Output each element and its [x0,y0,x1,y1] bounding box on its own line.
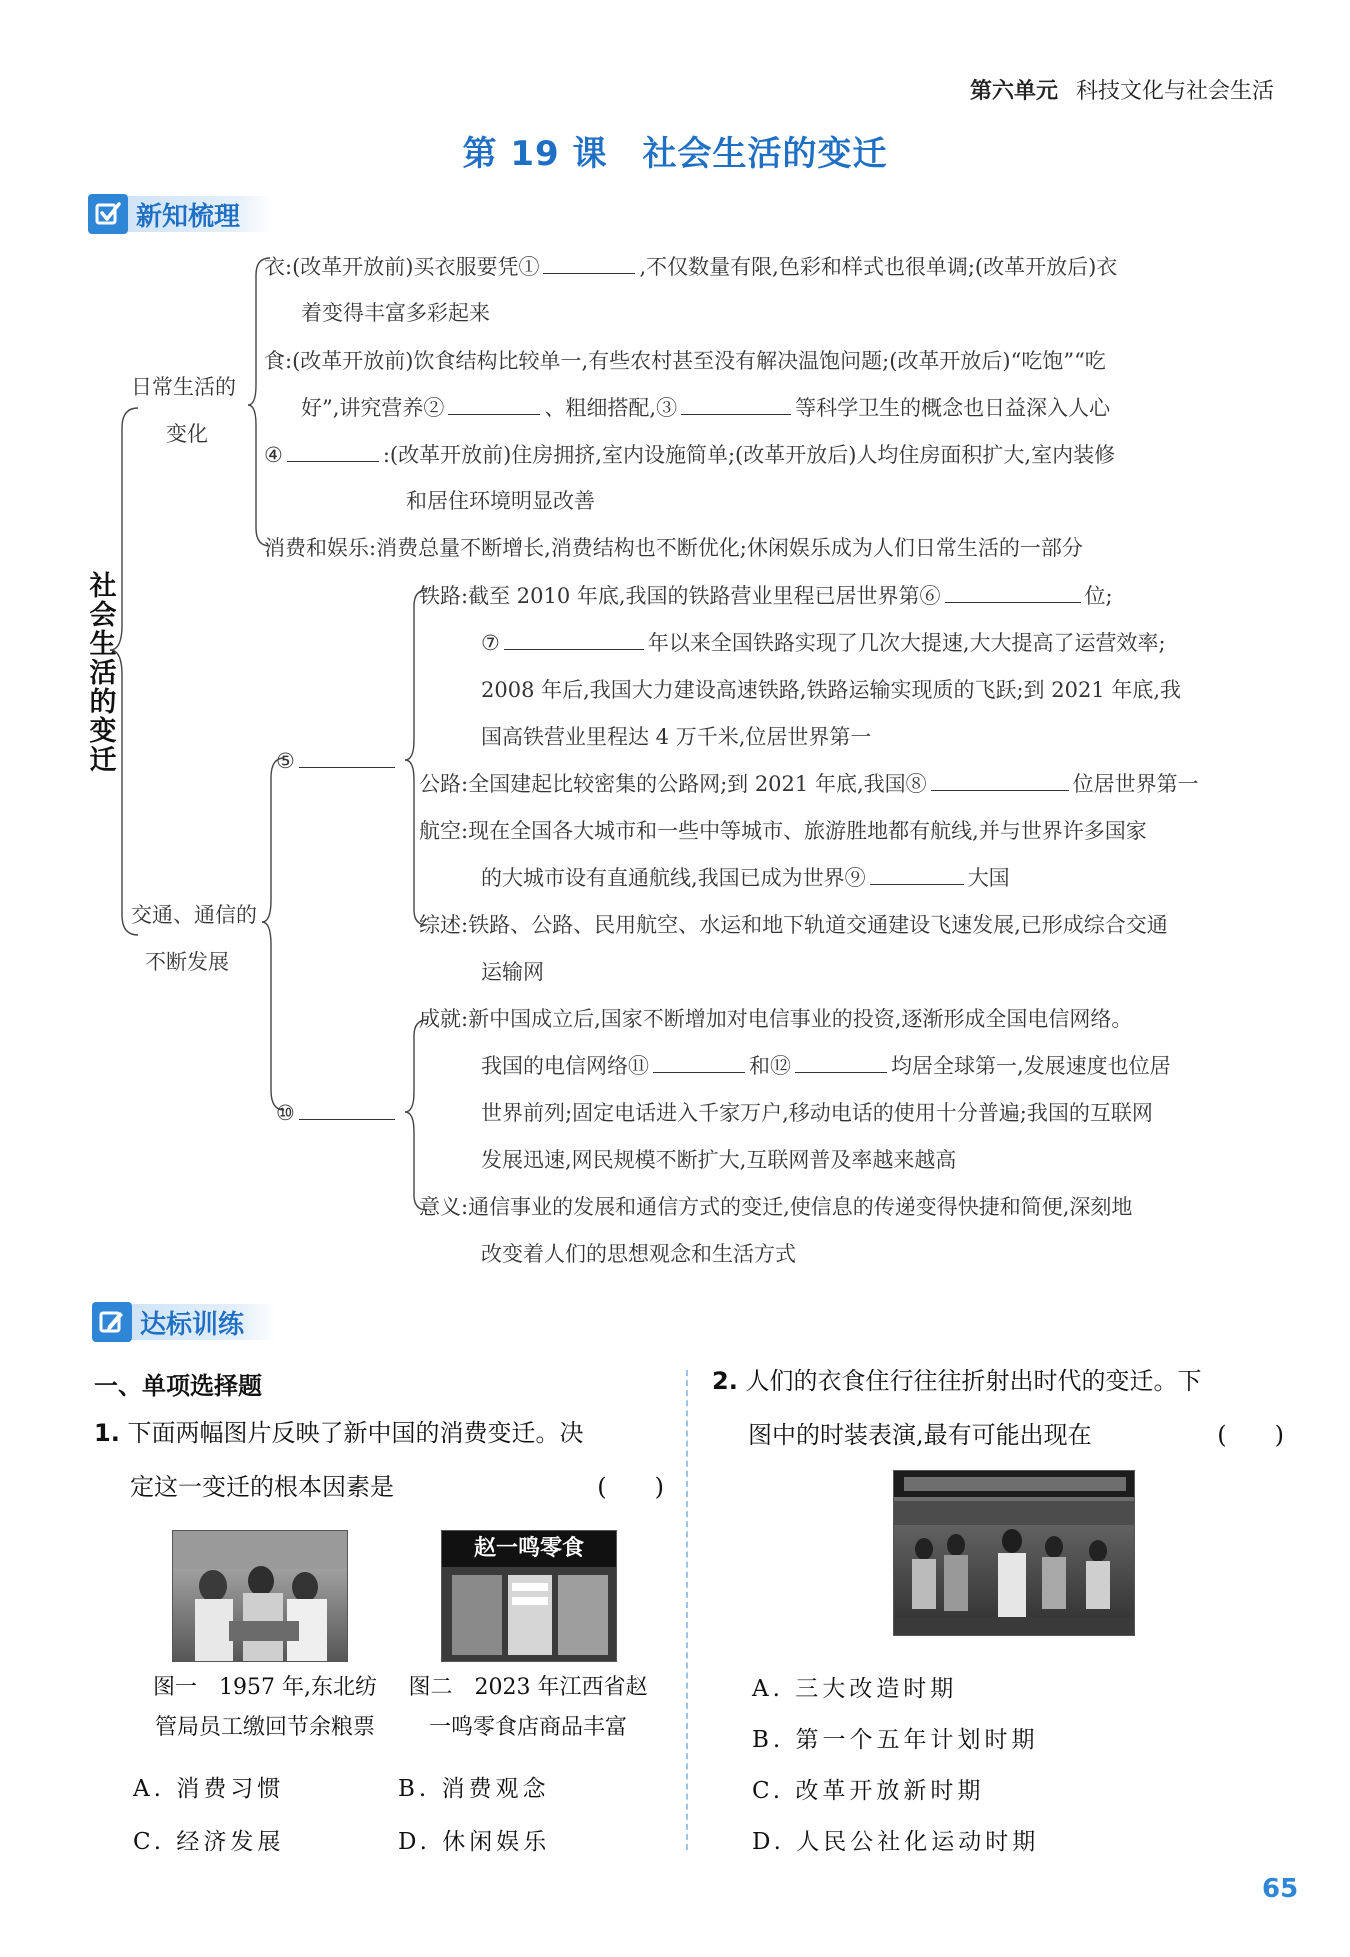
q2-text-2: 图中的时装表演,最有可能出现在 [748,1421,1092,1449]
air-text-a: 的大城市设有直通航线,我国已成为世界⑨ [481,866,866,890]
q1-figure-1-caption [130,1668,400,1748]
unit-title: 科技文化与社会生活 [1075,79,1274,104]
meaning-line-1: 意义:通信事业的发展和通信方式的变迁,使信息的传递变得快捷和简便,深刻地 [419,1195,1133,1219]
transport-bracket [405,590,427,925]
q1-text-1: 下面两幅图片反映了新中国的消费变迁。决 [127,1419,584,1447]
q2-fashion-show-photo [893,1470,1135,1636]
store-sign: 赵一鸣零食 [442,1531,616,1567]
q1-line-2 [94,1460,664,1514]
branch1-label-2: 变化 [166,422,208,446]
branch2-bracket [262,758,284,1110]
q1-option-b[interactable]: B. 消费观念 [398,1776,550,1802]
root-title-text [88,572,118,775]
blank-11 [653,1053,745,1073]
root-title-char: 迁 [89,745,117,776]
clothing-text-b: ,不仅数量有限,色彩和样式也很单调;(改革开放后)衣 [639,255,1118,279]
rail-line-1 [419,583,1113,610]
part-title: 一、单项选择题 [94,1372,262,1400]
housing-line-1 [264,442,1115,469]
q2-option-d[interactable]: D. 人民公社化运动时期 [752,1829,1040,1855]
blank-12 [795,1053,887,1073]
section-title: 新知梳理 [128,196,272,232]
q2-line-2 [712,1408,1284,1462]
q2-answer-paren: ( ) [1217,1421,1284,1449]
unit-number: 第六单元 [969,79,1058,104]
q1-line-1 [94,1406,664,1460]
ach-text-a: 我国的电信网络⑪ [481,1054,649,1078]
branch2-label: 交通、通信的 [131,903,257,927]
food-text-a: 好”,讲究营养② [301,396,445,420]
root-title-char: 的 [89,687,117,718]
root-title-char: 会 [89,600,117,631]
fig1-caption-line-2: 管局员工缴回节余粮票 [154,1715,375,1740]
pencil-icon [92,1302,132,1342]
blank-4 [287,442,379,462]
root-title-char: 变 [89,716,117,747]
telecom-bracket [405,1020,427,1210]
achievement-line-4: 发展迅速,网民规模不断扩大,互联网普及率越来越高 [481,1148,957,1172]
transport-marker [276,748,399,775]
achievement-line-1: 成就:新中国成立后,国家不断增加对电信事业的投资,逐渐形成全国电信网络。 [419,1007,1133,1031]
q1-answer-paren: ( ) [597,1473,664,1501]
branch1-bracket [248,258,270,546]
lesson-title: 第 19 课 社会生活的变迁 [462,134,888,174]
root-title-char: 生 [89,629,117,660]
ach-text-b: 和⑫ [749,1054,791,1078]
q2-text-1: 人们的衣食住行往往折射出时代的变迁。下 [745,1367,1202,1395]
mindmap-root-title [88,572,118,775]
question-2 [712,1354,1284,1462]
question-1 [94,1406,664,1514]
q2-line-1 [712,1354,1284,1408]
blank-3 [681,395,791,415]
meaning-line-2: 改变着人们的思想观念和生活方式 [481,1242,796,1266]
telecom-marker-num: ⑩ [276,1101,295,1125]
air-text-b: 大国 [967,866,1010,890]
q2-option-a[interactable]: A. 三大改造时期 [752,1676,958,1702]
page-number: 65 [1262,1874,1299,1904]
q2-option-b[interactable]: B. 第一个五年计划时期 [752,1727,1039,1753]
rail-text-c: ⑦ [481,631,500,655]
blank-10 [299,1100,395,1120]
road-text-a: 公路:全国建起比较密集的公路网;到 2021 年底,我国⑧ [419,772,927,796]
column-divider [686,1370,688,1850]
root-title-char: 社 [89,571,117,602]
q1-number: 1. [94,1419,120,1447]
q1-option-a[interactable]: A. 消费习惯 [133,1776,285,1802]
telecom-marker [276,1100,399,1127]
summary-line-2: 运输网 [481,960,544,984]
fig1-caption-line-1: 图一 1957 年,东北纺 [153,1675,377,1700]
air-line-2 [481,865,1010,892]
branch1-label: 日常生活的 [131,375,236,399]
food-text-c: 等科学卫生的概念也日益深入人心 [795,396,1111,420]
clothing-line-1 [264,254,1117,281]
rail-line-2 [481,630,1166,657]
housing-text-a: ④ [264,443,283,467]
road-line [419,771,1199,798]
q1-figure-1-photo [172,1530,348,1662]
food-line-1: 食:(改革开放前)饮食结构比较单一,有些农村甚至没有解决温饱问题;(改革开放后)“吃饱”“吃 [264,349,1106,373]
blank-6 [945,583,1081,603]
section-banner-training [92,1300,276,1344]
q1-option-d[interactable]: D. 休闲娱乐 [398,1829,551,1855]
q1-figure-2-photo [441,1530,617,1662]
rail-text-a: 铁路:截至 2010 年底,我国的铁路营业里程已居世界第⑥ [419,584,941,608]
housing-text-b: :(改革开放前)住房拥挤,室内设施简单;(改革开放后)人均住房面积扩大,室内装修 [382,443,1116,467]
blank-2 [448,395,540,415]
fig2-caption-line-1: 图二 2023 年江西省赵 [408,1675,648,1700]
summary-line-1: 综述:铁路、公路、民用航空、水运和地下轨道交通建设飞速发展,已形成综合交通 [419,913,1168,937]
achievement-line-2 [481,1053,1171,1080]
q1-figure-2-caption [394,1668,662,1748]
q1-text-2: 定这一变迁的根本因素是 [130,1473,394,1501]
clothing-text-a: 衣:(改革开放前)买衣服要凭① [264,255,540,279]
clothing-line-2: 着变得丰富多彩起来 [301,301,490,325]
transport-marker-num: ⑤ [276,749,295,773]
blank-9 [870,865,964,885]
q2-option-c[interactable]: C. 改革开放新时期 [752,1778,985,1804]
rail-text-b: 位; [1084,584,1113,608]
rail-line-4: 国高铁营业里程达 4 万千米,位居世界第一 [481,725,872,749]
q2-number: 2. [712,1367,738,1395]
fig2-caption-line-2: 一鸣零食店商品丰富 [428,1715,627,1740]
blank-5 [299,748,395,768]
branch2-label-2: 不断发展 [145,950,229,974]
q1-option-c[interactable]: C. 经济发展 [133,1829,285,1855]
air-line-1: 航空:现在全国各大城市和一些中等城市、旅游胜地都有航线,并与世界许多国家 [419,819,1147,843]
blank-7 [504,630,644,650]
food-line-2 [301,395,1110,422]
ach-text-c: 均居全球第一,发展速度也位居 [891,1054,1171,1078]
food-text-b: 、粗细搭配,③ [544,396,678,420]
blank-8 [931,771,1069,791]
rail-line-3: 2008 年后,我国大力建设高速铁路,铁路运输实现质的飞跃;到 2021 年底,我 [481,678,1182,702]
consume-line: 消费和娱乐:消费总量不断增长,消费结构也不断优化;休闲娱乐成为人们日常生活的一部分 [264,536,1083,560]
root-title-char: 活 [89,658,117,689]
rail-text-d: 年以来全国铁路实现了几次大提速,大大提高了运营效率; [647,631,1166,655]
section-title: 达标训练 [132,1304,276,1340]
road-text-b: 位居世界第一 [1072,772,1199,796]
blank-1 [543,254,635,274]
achievement-line-3: 世界前列;固定电话进入千家万户,移动电话的使用十分普遍;我国的互联网 [481,1101,1153,1125]
housing-line-2: 和居住环境明显改善 [406,489,595,513]
